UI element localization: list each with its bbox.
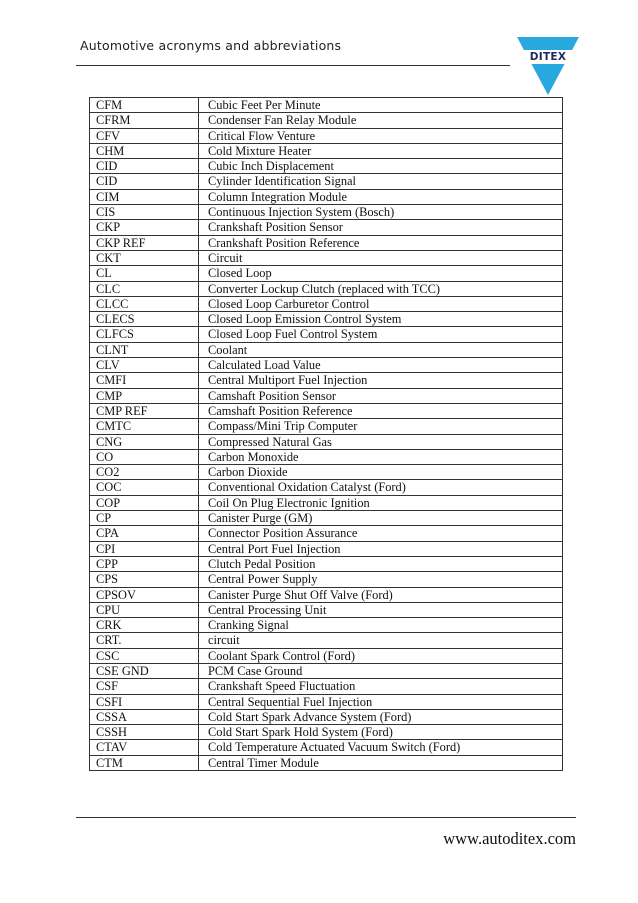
acronym-cell: CLC: [90, 281, 199, 296]
definition-cell: Cranking Signal: [199, 618, 563, 633]
acronym-cell: CSSH: [90, 725, 199, 740]
table-row: [90, 572, 563, 587]
acronym-cell: CSE GND: [90, 663, 199, 678]
table-row: [90, 312, 563, 327]
acronym-cell: CKT: [90, 250, 199, 265]
acronym-cell: CKP REF: [90, 235, 199, 250]
table-row: [90, 602, 563, 617]
acronym-cell: CLCC: [90, 296, 199, 311]
table-row: [90, 373, 563, 388]
table-row: [90, 694, 563, 709]
acronym-table: [89, 97, 563, 771]
acronym-cell: CPA: [90, 526, 199, 541]
table-row: [90, 679, 563, 694]
acronym-table-body: [90, 98, 563, 771]
table-row: [90, 327, 563, 342]
acronym-cell: CSF: [90, 679, 199, 694]
table-row: [90, 480, 563, 495]
table-row: [90, 205, 563, 220]
acronym-cell: COC: [90, 480, 199, 495]
definition-cell: Critical Flow Venture: [199, 128, 563, 143]
acronym-cell: CPSOV: [90, 587, 199, 602]
acronym-cell: CRK: [90, 618, 199, 633]
table-row: [90, 541, 563, 556]
acronym-cell: CHM: [90, 143, 199, 158]
definition-cell: Coolant: [199, 342, 563, 357]
definition-cell: Carbon Monoxide: [199, 449, 563, 464]
definition-cell: Coil On Plug Electronic Ignition: [199, 495, 563, 510]
acronym-cell: CIS: [90, 205, 199, 220]
acronym-cell: CPU: [90, 602, 199, 617]
acronym-cell: CLECS: [90, 312, 199, 327]
acronym-cell: CLNT: [90, 342, 199, 357]
acronym-cell: CID: [90, 174, 199, 189]
acronym-cell: CFRM: [90, 113, 199, 128]
table-row: [90, 220, 563, 235]
table-row: [90, 434, 563, 449]
definition-cell: Closed Loop: [199, 266, 563, 281]
definition-cell: Central Multiport Fuel Injection: [199, 373, 563, 388]
definition-cell: Conventional Oxidation Catalyst (Ford): [199, 480, 563, 495]
acronym-cell: CMP REF: [90, 403, 199, 418]
table-row: [90, 725, 563, 740]
table-row: [90, 740, 563, 755]
table-row: [90, 633, 563, 648]
definition-cell: Cold Start Spark Advance System (Ford): [199, 709, 563, 724]
table-row: [90, 128, 563, 143]
table-row: [90, 388, 563, 403]
definition-cell: Central Processing Unit: [199, 602, 563, 617]
acronym-cell: CIM: [90, 189, 199, 204]
page-header-title: Automotive acronyms and abbreviations: [80, 38, 342, 53]
table-row: [90, 495, 563, 510]
logo-text: DITEX: [529, 51, 567, 63]
acronym-cell: COP: [90, 495, 199, 510]
acronym-cell: CP: [90, 511, 199, 526]
table-row: [90, 113, 563, 128]
definition-cell: Crankshaft Speed Fluctuation: [199, 679, 563, 694]
acronym-cell: CPI: [90, 541, 199, 556]
definition-cell: Crankshaft Position Reference: [199, 235, 563, 250]
header-divider: [76, 65, 510, 66]
definition-cell: Coolant Spark Control (Ford): [199, 648, 563, 663]
definition-cell: Calculated Load Value: [199, 358, 563, 373]
definition-cell: Column Integration Module: [199, 189, 563, 204]
acronym-cell: CTAV: [90, 740, 199, 755]
table-row: [90, 449, 563, 464]
acronym-cell: CMTC: [90, 419, 199, 434]
table-row: [90, 281, 563, 296]
acronym-cell: CSSA: [90, 709, 199, 724]
table-row: [90, 465, 563, 480]
acronym-cell: CSFI: [90, 694, 199, 709]
definition-cell: Converter Lockup Clutch (replaced with TCC): [199, 281, 563, 296]
acronym-cell: CSC: [90, 648, 199, 663]
acronym-cell: CPP: [90, 556, 199, 571]
definition-cell: Crankshaft Position Sensor: [199, 220, 563, 235]
table-row: [90, 235, 563, 250]
definition-cell: Compressed Natural Gas: [199, 434, 563, 449]
acronym-cell: CO2: [90, 465, 199, 480]
definition-cell: Continuous Injection System (Bosch): [199, 205, 563, 220]
acronym-cell: CFV: [90, 128, 199, 143]
table-row: [90, 98, 563, 113]
table-row: [90, 403, 563, 418]
table-row: [90, 587, 563, 602]
acronym-cell: CO: [90, 449, 199, 464]
table-row: [90, 755, 563, 770]
definition-cell: Canister Purge Shut Off Valve (Ford): [199, 587, 563, 602]
acronym-cell: CTM: [90, 755, 199, 770]
definition-cell: Closed Loop Carburetor Control: [199, 296, 563, 311]
definition-cell: Central Power Supply: [199, 572, 563, 587]
definition-cell: Cubic Inch Displacement: [199, 159, 563, 174]
definition-cell: Cubic Feet Per Minute: [199, 98, 563, 113]
definition-cell: Canister Purge (GM): [199, 511, 563, 526]
acronym-cell: CKP: [90, 220, 199, 235]
definition-cell: Central Port Fuel Injection: [199, 541, 563, 556]
definition-cell: Camshaft Position Reference: [199, 403, 563, 418]
definition-cell: Central Timer Module: [199, 755, 563, 770]
footer-website-url: www.autoditex.com: [443, 829, 576, 848]
table-row: [90, 250, 563, 265]
logo-triangle-icon: [517, 37, 579, 97]
definition-cell: Connector Position Assurance: [199, 526, 563, 541]
definition-cell: PCM Case Ground: [199, 663, 563, 678]
table-row: [90, 189, 563, 204]
table-row: [90, 526, 563, 541]
definition-cell: Circuit: [199, 250, 563, 265]
definition-cell: Carbon Dioxide: [199, 465, 563, 480]
definition-cell: Clutch Pedal Position: [199, 556, 563, 571]
footer-divider: [76, 817, 576, 818]
definition-cell: Compass/Mini Trip Computer: [199, 419, 563, 434]
definition-cell: circuit: [199, 633, 563, 648]
acronym-cell: CL: [90, 266, 199, 281]
table-row: [90, 709, 563, 724]
acronym-cell: CLFCS: [90, 327, 199, 342]
definition-cell: Closed Loop Fuel Control System: [199, 327, 563, 342]
table-row: [90, 511, 563, 526]
table-row: [90, 618, 563, 633]
table-row: [90, 296, 563, 311]
table-row: [90, 143, 563, 158]
table-row: [90, 419, 563, 434]
table-row: [90, 556, 563, 571]
table-row: [90, 266, 563, 281]
table-row: [90, 174, 563, 189]
definition-cell: Closed Loop Emission Control System: [199, 312, 563, 327]
table-row: [90, 358, 563, 373]
table-row: [90, 648, 563, 663]
ditex-logo: [517, 37, 579, 97]
acronym-cell: CMFI: [90, 373, 199, 388]
acronym-cell: CRT.: [90, 633, 199, 648]
acronym-cell: CFM: [90, 98, 199, 113]
acronym-cell: CPS: [90, 572, 199, 587]
table-row: [90, 159, 563, 174]
definition-cell: Cold Mixture Heater: [199, 143, 563, 158]
definition-cell: Cold Start Spark Hold System (Ford): [199, 725, 563, 740]
acronym-cell: CID: [90, 159, 199, 174]
acronym-cell: CLV: [90, 358, 199, 373]
definition-cell: Cold Temperature Actuated Vacuum Switch (Ford): [199, 740, 563, 755]
table-row: [90, 342, 563, 357]
definition-cell: Camshaft Position Sensor: [199, 388, 563, 403]
acronym-cell: CNG: [90, 434, 199, 449]
definition-cell: Central Sequential Fuel Injection: [199, 694, 563, 709]
table-row: [90, 663, 563, 678]
definition-cell: Cylinder Identification Signal: [199, 174, 563, 189]
acronym-cell: CMP: [90, 388, 199, 403]
definition-cell: Condenser Fan Relay Module: [199, 113, 563, 128]
